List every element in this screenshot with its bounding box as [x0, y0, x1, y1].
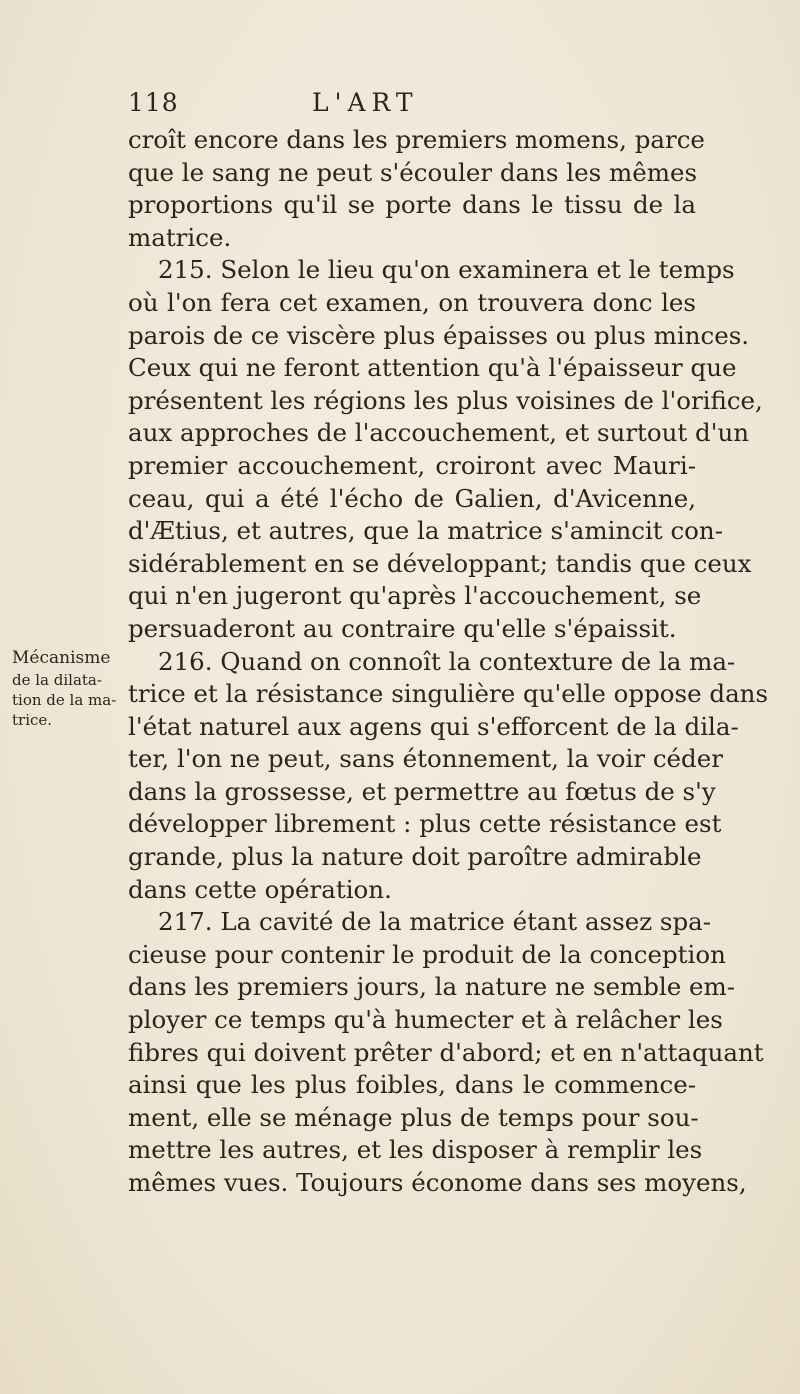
text-line: d'Ætius, et autres, que la matrice s'amincit con- — [128, 516, 723, 546]
text-line: matrice. — [128, 222, 232, 252]
running-head: L'ART — [312, 88, 419, 117]
body-text — [128, 124, 769, 1200]
text-line: ainsi que les plus foibles, dans le commence- — [128, 1070, 696, 1100]
text-line: Ceux qui ne feront attention qu'à l'épaisseur que — [128, 353, 737, 383]
margin-note-line: trice. — [12, 711, 53, 729]
page-number: 118 — [128, 88, 179, 117]
text-line: où l'on fera cet examen, on trouvera donc les — [128, 287, 696, 317]
text-line: cieuse pour contenir le produit de la conception — [128, 939, 726, 969]
text-line: aux approches de l'accouchement, et surtout d'un — [128, 418, 750, 448]
paragraph-216-start: 216. Quand on connoît la contexture de la ma- — [158, 646, 736, 676]
text-line: premier accouchement, croiront avec Mauri- — [128, 450, 696, 480]
text-line: fibres qui doivent prêter d'abord; et en n'attaquant — [128, 1037, 764, 1067]
paragraph-215-start: 215. Selon le lieu qu'on examinera et le temps — [158, 255, 735, 285]
text-line: présentent les régions les plus voisines de l'orifice, — [128, 385, 763, 415]
text-line: croît encore dans les premiers momens, parce — [128, 125, 705, 154]
text-line: l'état naturel aux agens qui s'efforcent de la dila- — [128, 711, 739, 741]
text-line: ployer ce temps qu'à humecter et à relâcher les — [128, 1005, 723, 1035]
text-line: persuaderont au contraire qu'elle s'épaissit. — [128, 613, 677, 643]
margin-note-line: de la dilata- — [12, 671, 102, 689]
text-line: mêmes vues. Toujours économe dans ses moyens, — [128, 1168, 747, 1197]
text-line: proportions qu'il se porte dans le tissu de la — [128, 190, 696, 220]
text-line: ceau, qui a été l'écho de Galien, d'Avicenne, — [128, 483, 696, 513]
text-line: grande, plus la nature doit paroître admirable — [128, 842, 702, 872]
text-line: dans les premiers jours, la nature ne semble em- — [128, 972, 736, 1002]
text-line: ter, l'on ne peut, sans étonnement, la voir céder — [128, 744, 723, 774]
page-header — [128, 88, 694, 120]
paragraph-217-start: 217. La cavité de la matrice étant assez spa- — [158, 907, 712, 937]
text-line: ment, elle se ménage plus de temps pour sou- — [128, 1102, 699, 1132]
text-line: qui n'en jugeront qu'après l'accouchement, se — [128, 581, 702, 611]
margin-note-line: tion de la ma- — [12, 691, 117, 709]
text-line: dans la grossesse, et permettre au fœtus de s'y — [128, 776, 716, 806]
margin-note-line: Mécanisme — [12, 648, 111, 668]
text-line: dans cette opération. — [128, 874, 392, 904]
text-line: trice et la résistance singulière qu'elle oppose dans — [128, 679, 769, 709]
text-line: développer librement : plus cette résistance est — [128, 809, 722, 839]
margin-note — [12, 648, 124, 730]
text-line: mettre les autres, et les disposer à remplir les — [128, 1135, 703, 1165]
text-line: sidérablement en se développant; tandis que ceux — [128, 548, 752, 578]
text-line: que le sang ne peut s'écouler dans les mêmes — [128, 157, 698, 187]
text-line: parois de ce viscère plus épaisses ou plus minces. — [128, 320, 750, 350]
